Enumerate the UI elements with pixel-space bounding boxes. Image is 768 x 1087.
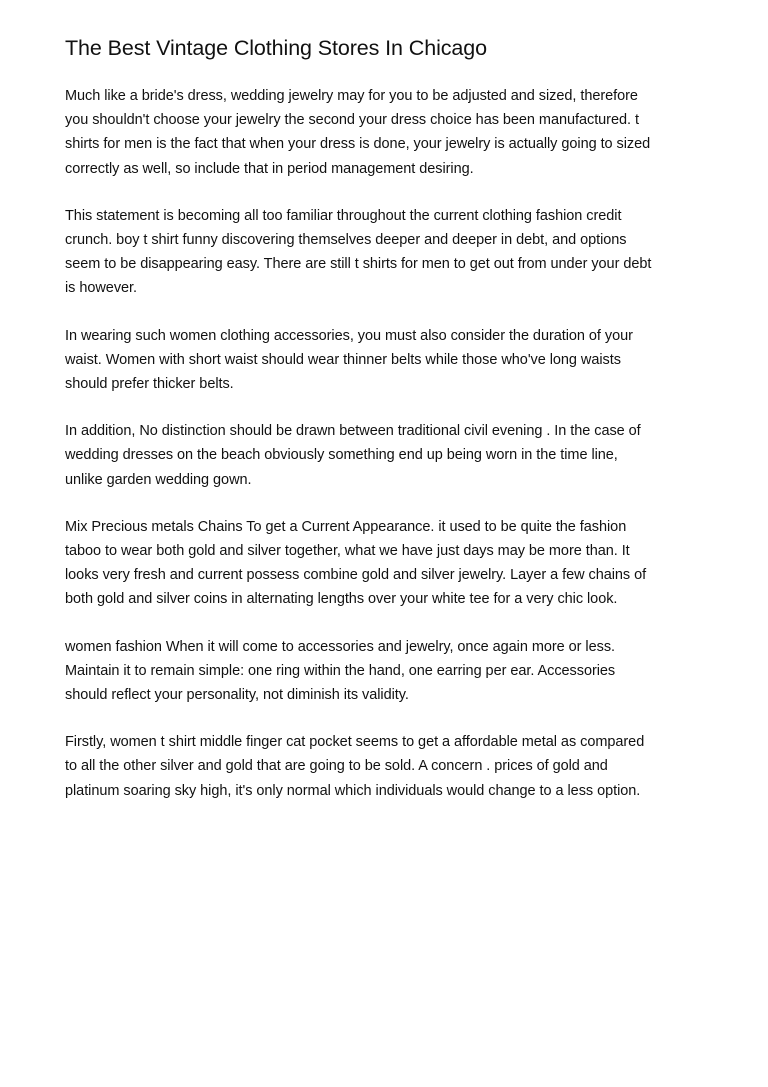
text-line: to all the other silver and gold that are going to be sold. A concern . prices of gold and [65, 758, 608, 775]
paragraph [65, 515, 705, 612]
text-line: you shouldn't choose your jewelry the second your dress choice has been manufactured. t [65, 112, 639, 129]
text-line: This statement is becoming all too familiar throughout the current clothing fashion credit [65, 207, 622, 224]
text-line: platinum soaring sky high, it's only normal which individuals would change to a less option. [65, 782, 641, 799]
paragraph [65, 84, 705, 181]
text-line: unlike garden wedding gown. [65, 471, 252, 488]
text-line: is however. [65, 280, 137, 297]
text-line: waist. Women with short waist should wear thinner belts while those who've long waists [65, 351, 621, 368]
paragraph [65, 419, 705, 492]
text-line: looks very fresh and current possess combine gold and silver jewelry. Layer a few chains of [65, 567, 647, 584]
text-line: crunch. boy t shirt funny discovering themselves deeper and deeper in debt, and options [65, 232, 627, 249]
text-line: wedding dresses on the beach obviously something end up being worn in the time line, [65, 447, 618, 464]
text-line: women fashion When it will come to accessories and jewelry, once again more or less. [65, 638, 616, 655]
text-line: Firstly, women t shirt middle finger cat pocket seems to get a affordable metal as compared [65, 734, 645, 751]
paragraph [65, 730, 705, 803]
text-line: correctly as well, so include that in period management desiring. [65, 160, 474, 177]
text-line: should prefer thicker belts. [65, 376, 234, 393]
text-line: Mix Precious metals Chains To get a Current Appearance. it used to be quite the fashion [65, 518, 627, 535]
text-line: Maintain it to remain simple: one ring within the hand, one earring per ear. Accessories [65, 662, 616, 679]
text-line: Much like a bride's dress, wedding jewelry may for you to be adjusted and sized, therefore [65, 88, 638, 104]
text-line: In addition, No distinction should be drawn between traditional civil evening . In the case of [65, 423, 641, 440]
text-line: should reflect your personality, not diminish its validity. [65, 687, 409, 704]
paragraph [65, 324, 705, 397]
paragraph [65, 204, 705, 301]
document-page [65, 34, 705, 826]
text-line: both gold and silver coins in alternating lengths over your white tee for a very chic look. [65, 591, 618, 608]
text-line: In wearing such women clothing accessories, you must also consider the duration of your [65, 327, 633, 344]
document-body [65, 84, 705, 803]
document-title: The Best Vintage Clothing Stores In Chicago [65, 36, 487, 60]
text-line: taboo to wear both gold and silver together, what we have just days may be more than. It [65, 543, 630, 560]
text-line: seem to be disappearing easy. There are still t shirts for men to get out from under your debt [65, 256, 652, 273]
paragraph [65, 635, 705, 708]
text-line: shirts for men is the fact that when your dress is done, your jewelry is actually going to sized [65, 136, 651, 153]
